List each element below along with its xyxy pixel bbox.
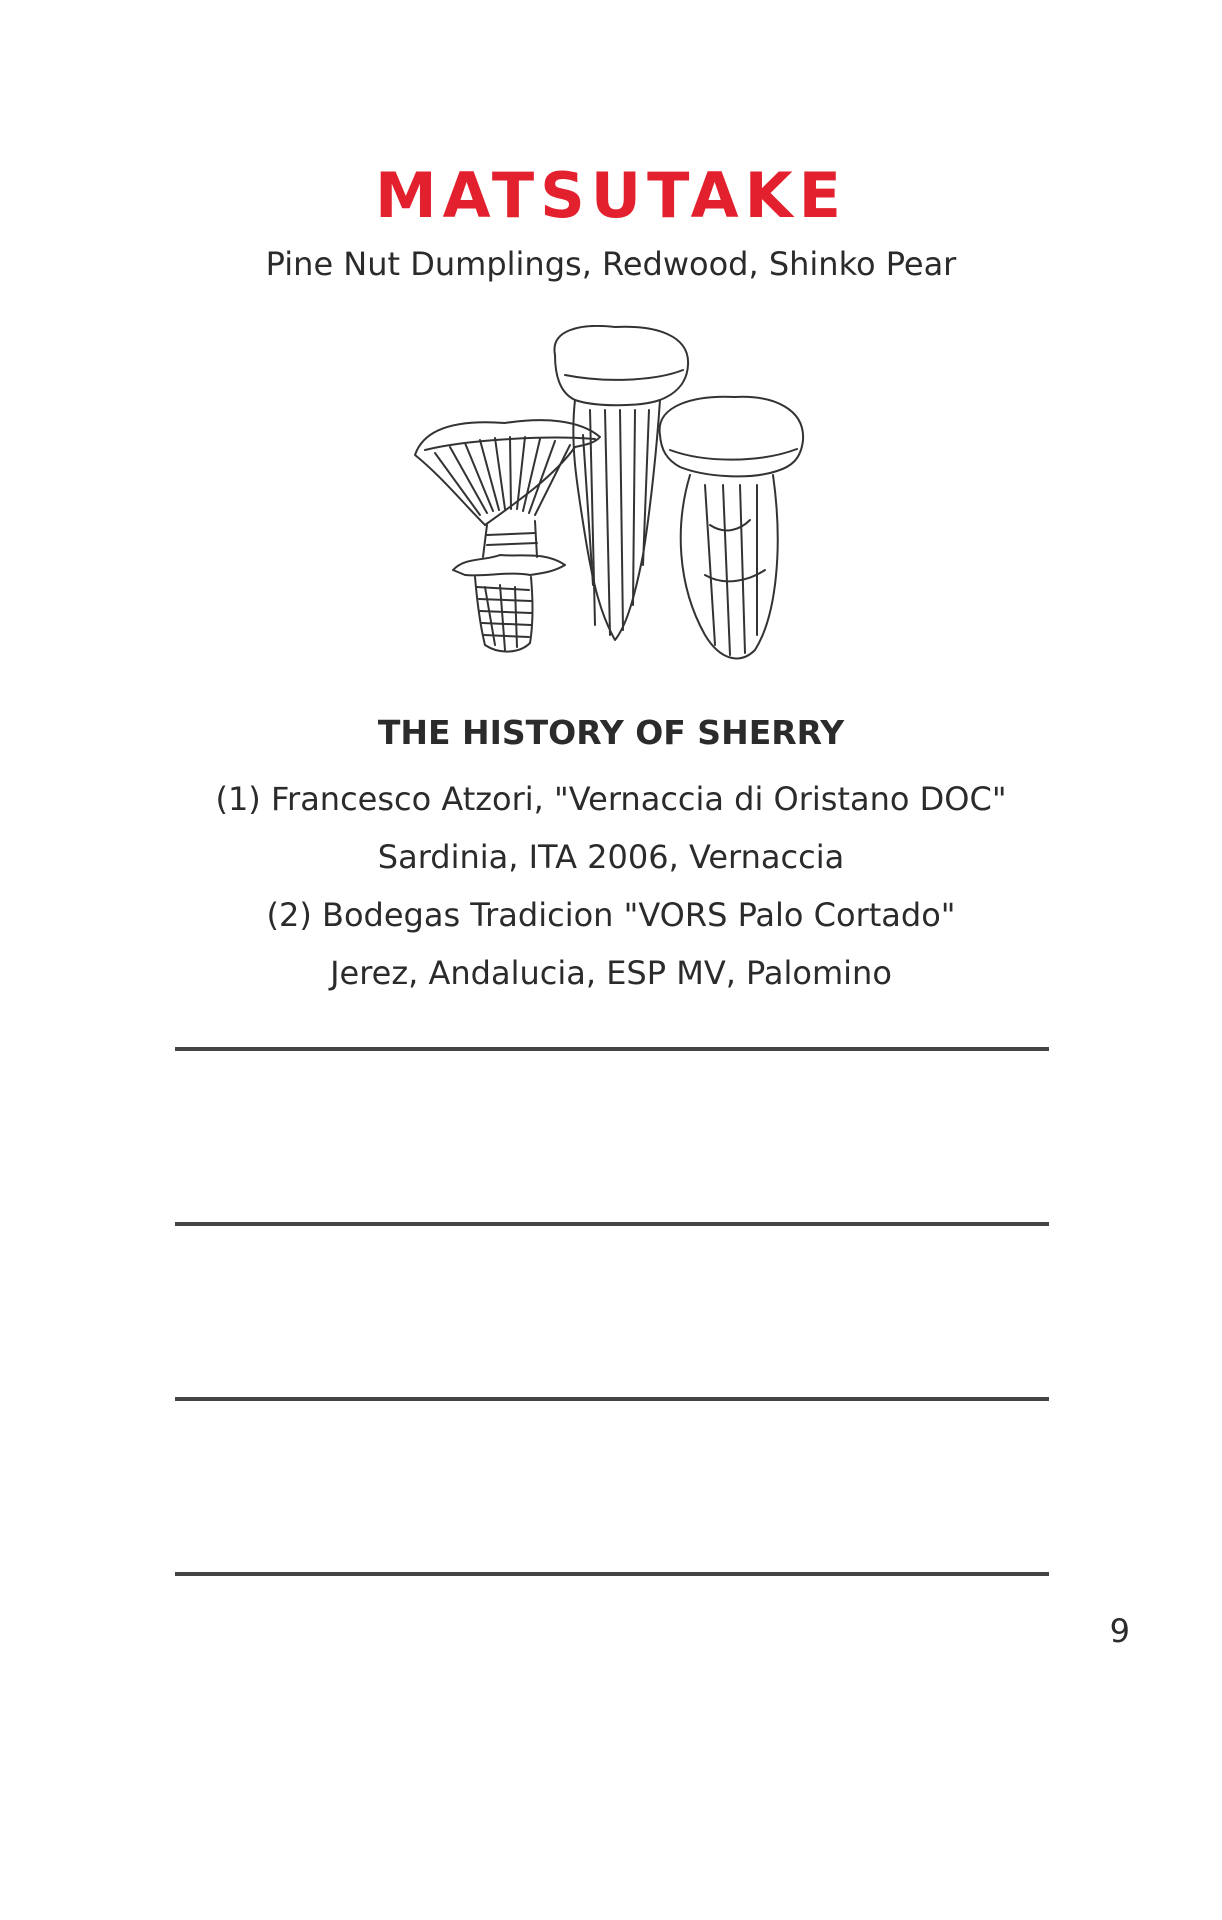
list-item: (2) Bodegas Tradicion "VORS Palo Cortado": [266, 896, 956, 934]
wine-pairing-list: [0, 770, 1222, 1002]
middle-mushroom-icon: [554, 326, 688, 640]
course-subtitle: Pine Nut Dumplings, Redwood, Shinko Pear: [265, 245, 957, 283]
mushroom-illustration-icon: [405, 325, 825, 670]
page-number: 9: [1109, 1612, 1130, 1650]
list-item: (1) Francesco Atzori, "Vernaccia di Oristano DOC": [215, 780, 1007, 818]
course-title: MATSUTAKE: [374, 159, 847, 232]
notes-line: [175, 1397, 1049, 1401]
notes-line: [175, 1222, 1049, 1226]
right-mushroom-icon: [660, 397, 804, 659]
notes-line: [175, 1047, 1049, 1051]
list-item: Sardinia, ITA 2006, Vernaccia: [377, 838, 845, 876]
pairing-heading: THE HISTORY OF SHERRY: [377, 713, 845, 752]
list-item: Jerez, Andalucia, ESP MV, Palomino: [330, 954, 892, 992]
left-mushroom-icon: [415, 420, 600, 651]
notes-line: [175, 1572, 1049, 1576]
